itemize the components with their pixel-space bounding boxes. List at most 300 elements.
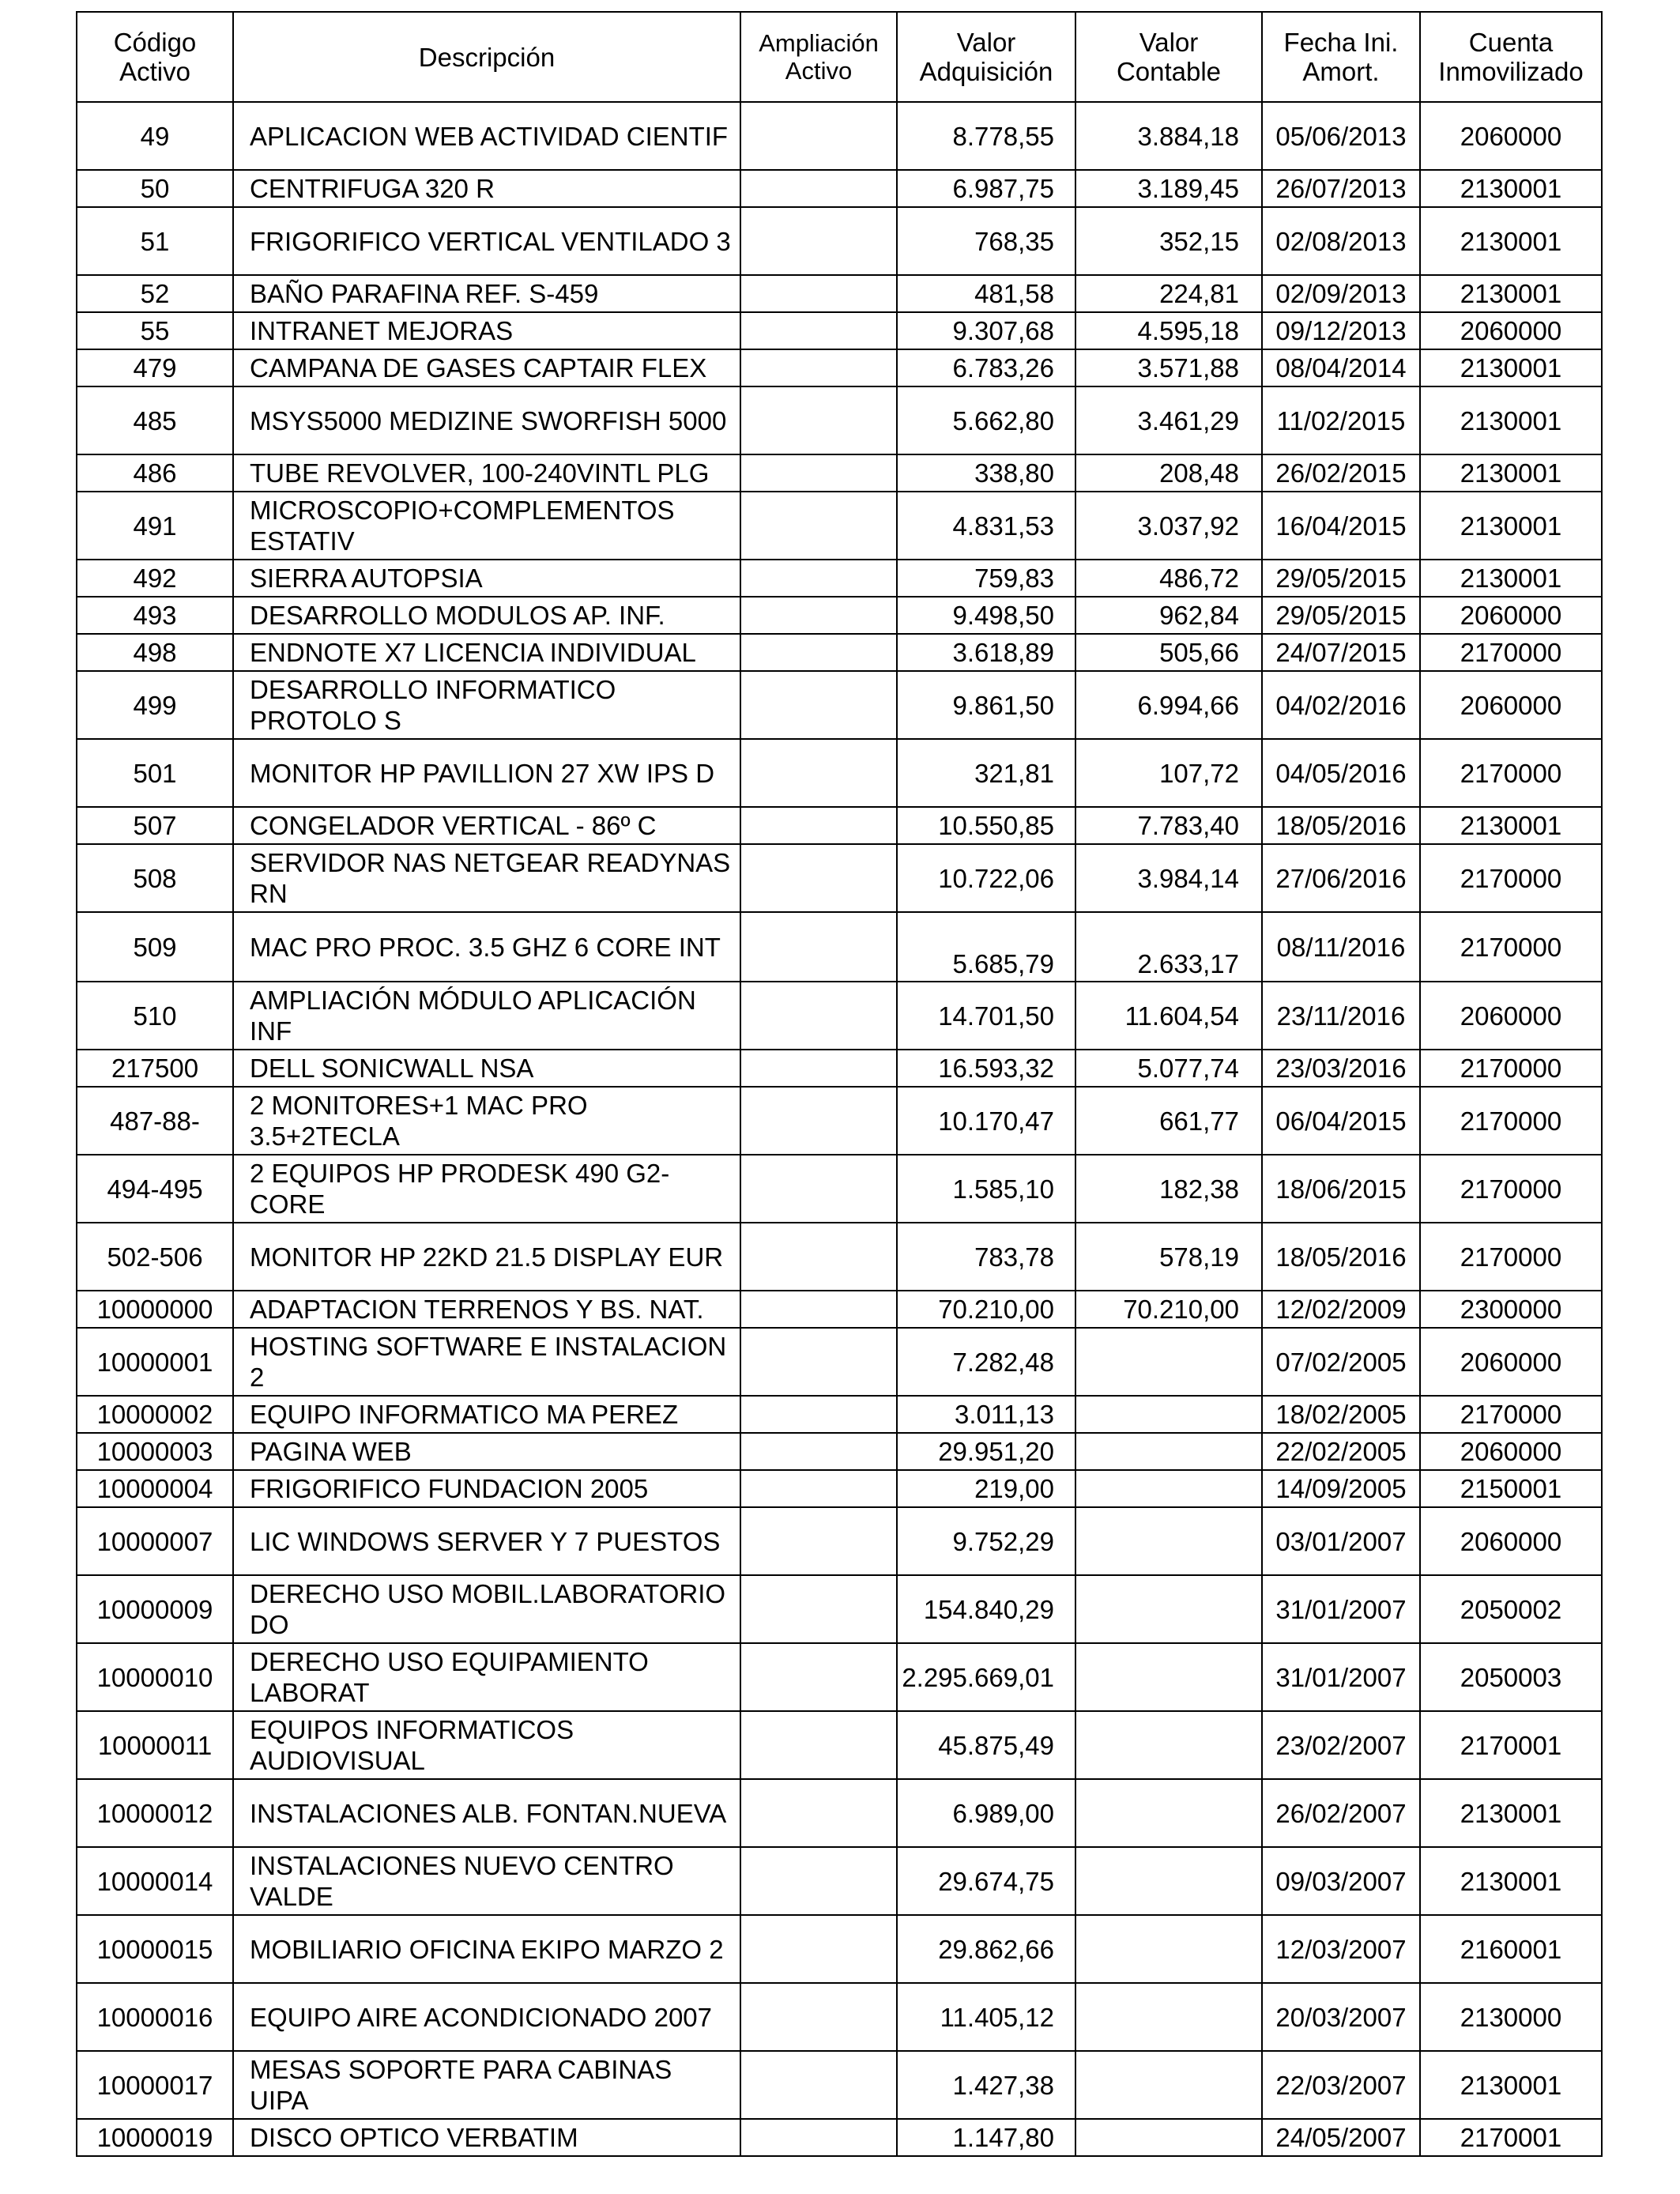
cell-valor-contable: 3.461,29 — [1075, 386, 1262, 454]
cell-descripcion: PAGINA WEB — [233, 1433, 740, 1470]
cell-ampliacion — [740, 982, 897, 1050]
cell-valor-adquisicion: 29.951,20 — [897, 1433, 1075, 1470]
table-row — [77, 312, 1602, 349]
table-row — [77, 492, 1602, 560]
cell-fecha: 14/09/2005 — [1262, 1470, 1420, 1507]
cell-valor-contable — [1075, 1779, 1262, 1847]
cell-valor-adquisicion: 154.840,29 — [897, 1575, 1075, 1643]
header-valor-contable: Valor Contable — [1075, 12, 1262, 102]
cell-fecha: 02/09/2013 — [1262, 275, 1420, 312]
cell-codigo: 10000000 — [77, 1291, 233, 1328]
cell-ampliacion — [740, 1983, 897, 2051]
header-ampliacion: Ampliación Activo — [740, 12, 897, 102]
cell-fecha: 12/02/2009 — [1262, 1291, 1420, 1328]
table-row — [77, 1155, 1602, 1223]
header-descripcion: Descripción — [233, 12, 740, 102]
cell-ampliacion — [740, 671, 897, 739]
cell-fecha: 24/05/2007 — [1262, 2119, 1420, 2156]
cell-valor-contable — [1075, 2119, 1262, 2156]
cell-fecha: 08/04/2014 — [1262, 349, 1420, 386]
cell-ampliacion — [740, 1087, 897, 1155]
cell-fecha: 11/02/2015 — [1262, 386, 1420, 454]
cell-codigo: 508 — [77, 844, 233, 912]
cell-valor-contable: 505,66 — [1075, 634, 1262, 671]
cell-valor-adquisicion: 5.685,79 — [897, 912, 1075, 982]
cell-valor-contable: 224,81 — [1075, 275, 1262, 312]
table-row — [77, 207, 1602, 275]
cell-descripcion: INSTALACIONES ALB. FONTAN.NUEVA — [233, 1779, 740, 1847]
cell-descripcion: DESARROLLO MODULOS AP. INF. — [233, 597, 740, 634]
cell-ampliacion — [740, 1915, 897, 1983]
cell-valor-adquisicion: 4.831,53 — [897, 492, 1075, 560]
cell-codigo: 52 — [77, 275, 233, 312]
cell-codigo: 10000011 — [77, 1711, 233, 1779]
cell-valor-contable: 4.595,18 — [1075, 312, 1262, 349]
cell-valor-adquisicion: 8.778,55 — [897, 102, 1075, 170]
cell-fecha: 18/05/2016 — [1262, 1223, 1420, 1291]
cell-cuenta: 2300000 — [1420, 1291, 1602, 1328]
cell-cuenta: 2130001 — [1420, 454, 1602, 492]
cell-valor-contable — [1075, 1983, 1262, 2051]
cell-valor-contable: 3.189,45 — [1075, 170, 1262, 207]
cell-fecha: 31/01/2007 — [1262, 1643, 1420, 1711]
cell-codigo: 487-88- — [77, 1087, 233, 1155]
cell-ampliacion — [740, 1643, 897, 1711]
cell-valor-contable: 3.037,92 — [1075, 492, 1262, 560]
cell-cuenta: 2060000 — [1420, 1507, 1602, 1575]
cell-codigo: 510 — [77, 982, 233, 1050]
cell-fecha: 31/01/2007 — [1262, 1575, 1420, 1643]
cell-ampliacion — [740, 1328, 897, 1396]
cell-valor-contable — [1075, 1847, 1262, 1915]
cell-cuenta: 2060000 — [1420, 1328, 1602, 1396]
cell-descripcion: SERVIDOR NAS NETGEAR READYNAS RN — [233, 844, 740, 912]
cell-ampliacion — [740, 1847, 897, 1915]
table-row — [77, 671, 1602, 739]
cell-descripcion: INTRANET MEJORAS — [233, 312, 740, 349]
table-row — [77, 739, 1602, 807]
cell-fecha: 07/02/2005 — [1262, 1328, 1420, 1396]
cell-cuenta: 2170000 — [1420, 1050, 1602, 1087]
cell-cuenta: 2170000 — [1420, 1396, 1602, 1433]
cell-cuenta: 2170000 — [1420, 1087, 1602, 1155]
header-row — [77, 12, 1602, 102]
cell-codigo: 498 — [77, 634, 233, 671]
cell-codigo: 10000019 — [77, 2119, 233, 2156]
cell-valor-contable — [1075, 1507, 1262, 1575]
cell-codigo: 51 — [77, 207, 233, 275]
cell-valor-contable: 3.884,18 — [1075, 102, 1262, 170]
cell-descripcion: MAC PRO PROC. 3.5 GHZ 6 CORE INT — [233, 912, 740, 982]
cell-cuenta: 2130001 — [1420, 1779, 1602, 1847]
cell-valor-contable: 182,38 — [1075, 1155, 1262, 1223]
table-row — [77, 844, 1602, 912]
cell-fecha: 22/03/2007 — [1262, 2051, 1420, 2119]
cell-ampliacion — [740, 170, 897, 207]
cell-valor-adquisicion: 14.701,50 — [897, 982, 1075, 1050]
cell-valor-adquisicion: 45.875,49 — [897, 1711, 1075, 1779]
cell-codigo: 501 — [77, 739, 233, 807]
cell-codigo: 217500 — [77, 1050, 233, 1087]
cell-valor-contable — [1075, 1575, 1262, 1643]
cell-ampliacion — [740, 1291, 897, 1328]
table-row — [77, 1470, 1602, 1507]
cell-cuenta: 2050003 — [1420, 1643, 1602, 1711]
table-row — [77, 1847, 1602, 1915]
cell-ampliacion — [740, 102, 897, 170]
cell-valor-adquisicion: 29.674,75 — [897, 1847, 1075, 1915]
cell-codigo: 50 — [77, 170, 233, 207]
cell-fecha: 20/03/2007 — [1262, 1983, 1420, 2051]
cell-valor-contable: 962,84 — [1075, 597, 1262, 634]
header-codigo: Código Activo — [77, 12, 233, 102]
cell-ampliacion — [740, 349, 897, 386]
table-row — [77, 807, 1602, 844]
cell-descripcion: MONITOR HP PAVILLION 27 XW IPS D — [233, 739, 740, 807]
cell-fecha: 22/02/2005 — [1262, 1433, 1420, 1470]
cell-descripcion: DISCO OPTICO VERBATIM — [233, 2119, 740, 2156]
cell-descripcion: MSYS5000 MEDIZINE SWORFISH 5000 — [233, 386, 740, 454]
cell-valor-adquisicion: 11.405,12 — [897, 1983, 1075, 2051]
cell-fecha: 09/12/2013 — [1262, 312, 1420, 349]
table-row — [77, 170, 1602, 207]
cell-fecha: 03/01/2007 — [1262, 1507, 1420, 1575]
cell-descripcion: CENTRIFUGA 320 R — [233, 170, 740, 207]
cell-fecha: 18/06/2015 — [1262, 1155, 1420, 1223]
cell-codigo: 10000001 — [77, 1328, 233, 1396]
cell-descripcion: ENDNOTE X7 LICENCIA INDIVIDUAL — [233, 634, 740, 671]
cell-codigo: 494-495 — [77, 1155, 233, 1223]
table-row — [77, 2051, 1602, 2119]
cell-fecha: 29/05/2015 — [1262, 560, 1420, 597]
cell-valor-adquisicion: 7.282,48 — [897, 1328, 1075, 1396]
cell-cuenta: 2130001 — [1420, 2051, 1602, 2119]
table-body — [77, 102, 1602, 2156]
cell-valor-adquisicion: 10.170,47 — [897, 1087, 1075, 1155]
cell-fecha: 02/08/2013 — [1262, 207, 1420, 275]
cell-cuenta: 2170000 — [1420, 844, 1602, 912]
cell-cuenta: 2170001 — [1420, 2119, 1602, 2156]
cell-codigo: 507 — [77, 807, 233, 844]
cell-fecha: 12/03/2007 — [1262, 1915, 1420, 1983]
cell-fecha: 04/02/2016 — [1262, 671, 1420, 739]
cell-valor-contable — [1075, 1328, 1262, 1396]
table-row — [77, 1983, 1602, 2051]
cell-valor-adquisicion: 9.861,50 — [897, 671, 1075, 739]
cell-ampliacion — [740, 912, 897, 982]
cell-valor-contable: 70.210,00 — [1075, 1291, 1262, 1328]
cell-codigo: 49 — [77, 102, 233, 170]
cell-valor-contable — [1075, 1396, 1262, 1433]
cell-ampliacion — [740, 1223, 897, 1291]
cell-descripcion: AMPLIACIÓN MÓDULO APLICACIÓN INF — [233, 982, 740, 1050]
cell-descripcion: FRIGORIFICO FUNDACION 2005 — [233, 1470, 740, 1507]
table-row — [77, 1087, 1602, 1155]
cell-ampliacion — [740, 844, 897, 912]
cell-valor-adquisicion: 2.295.669,01 — [897, 1643, 1075, 1711]
cell-codigo: 10000004 — [77, 1470, 233, 1507]
cell-valor-adquisicion: 9.752,29 — [897, 1507, 1075, 1575]
table-row — [77, 386, 1602, 454]
table-row — [77, 2119, 1602, 2156]
cell-valor-contable: 107,72 — [1075, 739, 1262, 807]
table-row — [77, 597, 1602, 634]
cell-cuenta: 2130001 — [1420, 349, 1602, 386]
cell-fecha: 27/06/2016 — [1262, 844, 1420, 912]
cell-valor-adquisicion: 10.722,06 — [897, 844, 1075, 912]
cell-codigo: 10000017 — [77, 2051, 233, 2119]
cell-cuenta: 2170000 — [1420, 634, 1602, 671]
table-row — [77, 912, 1602, 982]
cell-codigo: 493 — [77, 597, 233, 634]
cell-valor-adquisicion: 1.585,10 — [897, 1155, 1075, 1223]
cell-fecha: 23/11/2016 — [1262, 982, 1420, 1050]
cell-codigo: 10000003 — [77, 1433, 233, 1470]
cell-descripcion: DELL SONICWALL NSA — [233, 1050, 740, 1087]
cell-cuenta: 2130001 — [1420, 386, 1602, 454]
cell-valor-adquisicion: 5.662,80 — [897, 386, 1075, 454]
cell-descripcion: HOSTING SOFTWARE E INSTALACION 2 — [233, 1328, 740, 1396]
cell-cuenta: 2150001 — [1420, 1470, 1602, 1507]
cell-descripcion: FRIGORIFICO VERTICAL VENTILADO 3 — [233, 207, 740, 275]
cell-cuenta: 2130001 — [1420, 1847, 1602, 1915]
cell-cuenta: 2170000 — [1420, 1223, 1602, 1291]
cell-ampliacion — [740, 275, 897, 312]
cell-cuenta: 2050002 — [1420, 1575, 1602, 1643]
cell-valor-contable — [1075, 1643, 1262, 1711]
cell-fecha: 04/05/2016 — [1262, 739, 1420, 807]
cell-ampliacion — [740, 1396, 897, 1433]
cell-ampliacion — [740, 807, 897, 844]
cell-cuenta: 2170000 — [1420, 1155, 1602, 1223]
table-row — [77, 1779, 1602, 1847]
cell-fecha: 16/04/2015 — [1262, 492, 1420, 560]
cell-fecha: 26/02/2015 — [1262, 454, 1420, 492]
cell-ampliacion — [740, 634, 897, 671]
table-row — [77, 102, 1602, 170]
cell-fecha: 23/03/2016 — [1262, 1050, 1420, 1087]
cell-valor-contable: 3.571,88 — [1075, 349, 1262, 386]
header-valor-adquisicion: Valor Adquisición — [897, 12, 1075, 102]
cell-ampliacion — [740, 1155, 897, 1223]
cell-fecha: 05/06/2013 — [1262, 102, 1420, 170]
cell-ampliacion — [740, 2119, 897, 2156]
cell-fecha: 23/02/2007 — [1262, 1711, 1420, 1779]
cell-descripcion: DESARROLLO INFORMATICO PROTOLO S — [233, 671, 740, 739]
cell-valor-adquisicion: 9.307,68 — [897, 312, 1075, 349]
table-row — [77, 1575, 1602, 1643]
cell-descripcion: CONGELADOR VERTICAL - 86º C — [233, 807, 740, 844]
table-row — [77, 1711, 1602, 1779]
cell-valor-adquisicion: 321,81 — [897, 739, 1075, 807]
cell-cuenta: 2160001 — [1420, 1915, 1602, 1983]
cell-ampliacion — [740, 386, 897, 454]
table-row — [77, 349, 1602, 386]
cell-codigo: 10000016 — [77, 1983, 233, 2051]
cell-valor-contable — [1075, 1433, 1262, 1470]
cell-cuenta: 2060000 — [1420, 982, 1602, 1050]
cell-ampliacion — [740, 454, 897, 492]
cell-ampliacion — [740, 207, 897, 275]
cell-ampliacion — [740, 492, 897, 560]
cell-valor-contable: 3.984,14 — [1075, 844, 1262, 912]
cell-cuenta: 2060000 — [1420, 312, 1602, 349]
cell-codigo: 10000002 — [77, 1396, 233, 1433]
cell-valor-adquisicion: 6.987,75 — [897, 170, 1075, 207]
table-row — [77, 1050, 1602, 1087]
cell-descripcion: MICROSCOPIO+COMPLEMENTOS ESTATIV — [233, 492, 740, 560]
table-row — [77, 982, 1602, 1050]
cell-valor-contable: 208,48 — [1075, 454, 1262, 492]
cell-descripcion: LIC WINDOWS SERVER Y 7 PUESTOS — [233, 1507, 740, 1575]
cell-ampliacion — [740, 1050, 897, 1087]
cell-fecha: 08/11/2016 — [1262, 912, 1420, 982]
table-row — [77, 1507, 1602, 1575]
cell-cuenta: 2170000 — [1420, 739, 1602, 807]
cell-cuenta: 2130001 — [1420, 492, 1602, 560]
cell-valor-contable: 661,77 — [1075, 1087, 1262, 1155]
cell-cuenta: 2130001 — [1420, 275, 1602, 312]
table-row — [77, 560, 1602, 597]
cell-ampliacion — [740, 2051, 897, 2119]
cell-descripcion: MESAS SOPORTE PARA CABINAS UIPA — [233, 2051, 740, 2119]
cell-descripcion: EQUIPO INFORMATICO MA PEREZ — [233, 1396, 740, 1433]
cell-cuenta: 2060000 — [1420, 671, 1602, 739]
cell-cuenta: 2060000 — [1420, 597, 1602, 634]
table-row — [77, 1915, 1602, 1983]
cell-descripcion: 2 MONITORES+1 MAC PRO 3.5+2TECLA — [233, 1087, 740, 1155]
cell-descripcion: INSTALACIONES NUEVO CENTRO VALDE — [233, 1847, 740, 1915]
cell-valor-adquisicion: 481,58 — [897, 275, 1075, 312]
cell-ampliacion — [740, 1575, 897, 1643]
cell-ampliacion — [740, 1507, 897, 1575]
cell-valor-contable — [1075, 1915, 1262, 1983]
table-row — [77, 634, 1602, 671]
cell-descripcion: TUBE REVOLVER, 100-240VINTL PLG — [233, 454, 740, 492]
cell-descripcion: SIERRA AUTOPSIA — [233, 560, 740, 597]
cell-codigo: 509 — [77, 912, 233, 982]
cell-valor-adquisicion: 1.147,80 — [897, 2119, 1075, 2156]
header-cuenta: Cuenta Inmovilizado — [1420, 12, 1602, 102]
cell-valor-adquisicion: 783,78 — [897, 1223, 1075, 1291]
table-row — [77, 1328, 1602, 1396]
cell-fecha: 29/05/2015 — [1262, 597, 1420, 634]
cell-cuenta: 2060000 — [1420, 102, 1602, 170]
cell-ampliacion — [740, 1779, 897, 1847]
cell-valor-adquisicion: 9.498,50 — [897, 597, 1075, 634]
cell-valor-adquisicion: 768,35 — [897, 207, 1075, 275]
cell-descripcion: 2 EQUIPOS HP PRODESK 490 G2-CORE — [233, 1155, 740, 1223]
cell-descripcion: EQUIPO AIRE ACONDICIONADO 2007 — [233, 1983, 740, 2051]
cell-codigo: 485 — [77, 386, 233, 454]
cell-fecha: 18/05/2016 — [1262, 807, 1420, 844]
cell-cuenta: 2130000 — [1420, 1983, 1602, 2051]
cell-ampliacion — [740, 312, 897, 349]
cell-codigo: 486 — [77, 454, 233, 492]
cell-valor-contable: 2.633,17 — [1075, 912, 1262, 982]
cell-descripcion: BAÑO PARAFINA REF. S-459 — [233, 275, 740, 312]
cell-cuenta: 2130001 — [1420, 207, 1602, 275]
cell-valor-contable — [1075, 2051, 1262, 2119]
cell-valor-contable — [1075, 1711, 1262, 1779]
table-row — [77, 1396, 1602, 1433]
cell-descripcion: DERECHO USO EQUIPAMIENTO LABORAT — [233, 1643, 740, 1711]
cell-valor-adquisicion: 29.862,66 — [897, 1915, 1075, 1983]
table-row — [77, 1643, 1602, 1711]
cell-descripcion: EQUIPOS INFORMATICOS AUDIOVISUAL — [233, 1711, 740, 1779]
cell-valor-contable: 6.994,66 — [1075, 671, 1262, 739]
cell-cuenta: 2170001 — [1420, 1711, 1602, 1779]
cell-fecha: 26/02/2007 — [1262, 1779, 1420, 1847]
cell-fecha: 18/02/2005 — [1262, 1396, 1420, 1433]
cell-codigo: 55 — [77, 312, 233, 349]
cell-codigo: 492 — [77, 560, 233, 597]
cell-codigo: 491 — [77, 492, 233, 560]
cell-codigo: 10000015 — [77, 1915, 233, 1983]
cell-descripcion: CAMPANA DE GASES CAPTAIR FLEX — [233, 349, 740, 386]
cell-descripcion: DERECHO USO MOBIL.LABORATORIO DO — [233, 1575, 740, 1643]
cell-cuenta: 2060000 — [1420, 1433, 1602, 1470]
cell-ampliacion — [740, 1433, 897, 1470]
cell-valor-adquisicion: 759,83 — [897, 560, 1075, 597]
cell-cuenta: 2170000 — [1420, 912, 1602, 982]
cell-ampliacion — [740, 1711, 897, 1779]
cell-fecha: 26/07/2013 — [1262, 170, 1420, 207]
cell-valor-adquisicion: 70.210,00 — [897, 1291, 1075, 1328]
cell-codigo: 499 — [77, 671, 233, 739]
asset-register-sheet — [76, 11, 1601, 2157]
cell-fecha: 06/04/2015 — [1262, 1087, 1420, 1155]
cell-fecha: 24/07/2015 — [1262, 634, 1420, 671]
cell-valor-contable: 5.077,74 — [1075, 1050, 1262, 1087]
cell-valor-adquisicion: 338,80 — [897, 454, 1075, 492]
cell-descripcion: ADAPTACION TERRENOS Y BS. NAT. — [233, 1291, 740, 1328]
cell-cuenta: 2130001 — [1420, 560, 1602, 597]
table-row — [77, 275, 1602, 312]
cell-fecha: 09/03/2007 — [1262, 1847, 1420, 1915]
cell-valor-adquisicion: 3.618,89 — [897, 634, 1075, 671]
cell-valor-contable: 578,19 — [1075, 1223, 1262, 1291]
cell-codigo: 10000014 — [77, 1847, 233, 1915]
cell-codigo: 10000007 — [77, 1507, 233, 1575]
cell-valor-contable: 352,15 — [1075, 207, 1262, 275]
cell-descripcion: MOBILIARIO OFICINA EKIPO MARZO 2 — [233, 1915, 740, 1983]
cell-valor-adquisicion: 16.593,32 — [897, 1050, 1075, 1087]
cell-valor-adquisicion: 3.011,13 — [897, 1396, 1075, 1433]
cell-valor-adquisicion: 219,00 — [897, 1470, 1075, 1507]
cell-codigo: 502-506 — [77, 1223, 233, 1291]
header-fecha: Fecha Ini. Amort. — [1262, 12, 1420, 102]
table-row — [77, 1291, 1602, 1328]
cell-cuenta: 2130001 — [1420, 807, 1602, 844]
cell-cuenta: 2130001 — [1420, 170, 1602, 207]
asset-table — [76, 11, 1603, 2157]
cell-ampliacion — [740, 739, 897, 807]
cell-valor-contable: 11.604,54 — [1075, 982, 1262, 1050]
cell-codigo: 10000010 — [77, 1643, 233, 1711]
cell-valor-adquisicion: 6.989,00 — [897, 1779, 1075, 1847]
cell-valor-contable — [1075, 1470, 1262, 1507]
table-row — [77, 1223, 1602, 1291]
cell-ampliacion — [740, 597, 897, 634]
cell-valor-adquisicion: 6.783,26 — [897, 349, 1075, 386]
cell-descripcion: MONITOR HP 22KD 21.5 DISPLAY EUR — [233, 1223, 740, 1291]
cell-ampliacion — [740, 560, 897, 597]
table-row — [77, 1433, 1602, 1470]
table-row — [77, 454, 1602, 492]
cell-valor-adquisicion: 1.427,38 — [897, 2051, 1075, 2119]
cell-codigo: 10000009 — [77, 1575, 233, 1643]
